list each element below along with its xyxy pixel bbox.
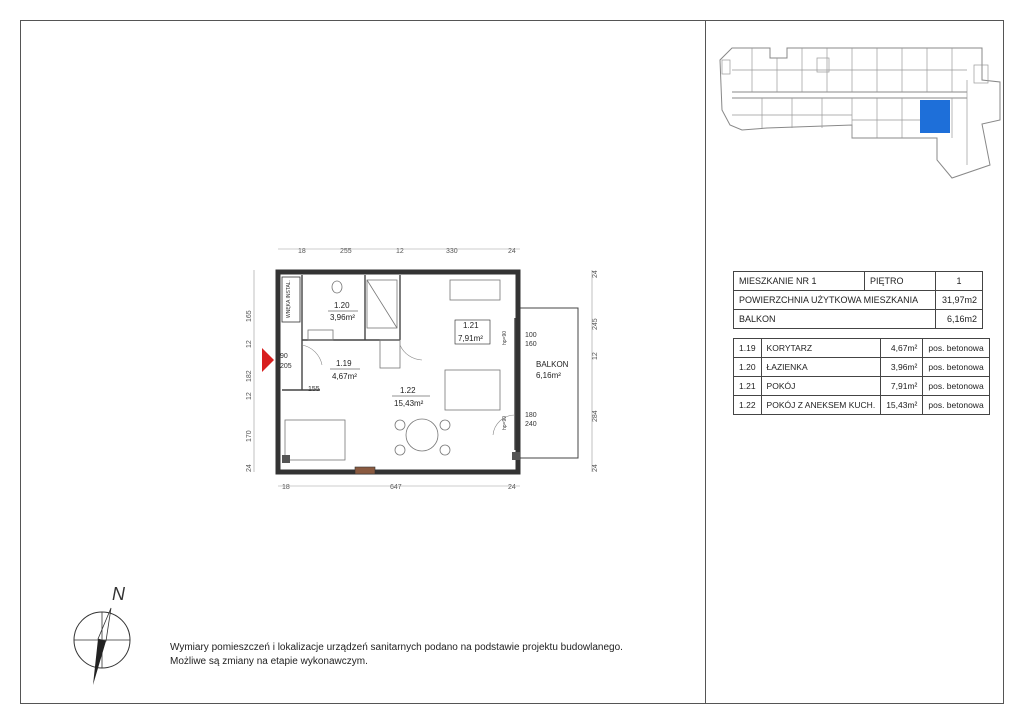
room-122-area: 15,43m² [394, 399, 424, 408]
dim-left-3: 182 [246, 370, 253, 382]
room-area: 3,96m² [881, 358, 923, 377]
room-119-id: 1.19 [336, 359, 352, 368]
room-area: 7,91m² [881, 377, 923, 396]
dim-top-4: 330 [446, 248, 458, 255]
room-name: ŁAZIENKA [761, 358, 881, 377]
room-name: POKÓJ Z ANEKSEM KUCH. [761, 396, 881, 415]
room-name: POKÓJ [761, 377, 881, 396]
table-row [734, 396, 990, 415]
note-line-1: Wymiary pomieszczeń i lokalizacje urządzeń sanitarnych podano na podstawie projektu budowlanego. [170, 642, 623, 653]
room-120-area: 3,96m² [330, 313, 355, 322]
entrance-arrow [262, 348, 274, 372]
dim-left-5: 170 [246, 430, 253, 442]
site-plan [712, 40, 1002, 185]
room-number: 1.21 [734, 377, 762, 396]
dim-right-1: 24 [592, 270, 599, 278]
misc-dim: 155 [308, 386, 320, 393]
dim-bottom-2: 647 [390, 484, 402, 491]
room-number: 1.22 [734, 396, 762, 415]
balcony-area [518, 308, 578, 458]
balcony-area-text: 6,16m² [536, 371, 561, 380]
room-121-area: 7,91m² [458, 334, 483, 343]
balcony-summary-label: BALKON [734, 310, 936, 329]
door-right-2a: 180 [525, 412, 537, 419]
room-number: 1.19 [734, 339, 762, 358]
hp-label-1: hp=90 [502, 330, 508, 345]
note-line-2: Możliwe są zmiany na etapie wykonawczym. [170, 656, 368, 667]
floor-plan [240, 240, 610, 500]
dim-left-2: 12 [246, 340, 253, 348]
usable-area-value: 31,97m2 [936, 291, 983, 310]
table-row [734, 339, 990, 358]
floor-label: PIĘTRO [865, 272, 936, 291]
disclaimer-note [170, 641, 623, 669]
hp-label-2: hp=90 [502, 415, 508, 430]
door-right-1a: 100 [525, 332, 537, 339]
room-floor: pos. betonowa [923, 396, 989, 415]
dim-bottom-1: 18 [282, 484, 290, 491]
compass-north-label: N [112, 584, 125, 604]
summary-row [734, 310, 983, 329]
room-floor: pos. betonowa [923, 358, 989, 377]
room-number: 1.20 [734, 358, 762, 377]
dim-top-3: 12 [396, 248, 404, 255]
room-floor: pos. betonowa [923, 339, 989, 358]
vertical-note: WNĘKA INSTAL. [286, 280, 292, 318]
room-120-id: 1.20 [334, 301, 350, 310]
highlighted-unit [920, 100, 950, 133]
dim-left-1: 165 [246, 310, 253, 322]
room-119-area: 4,67m² [332, 372, 357, 381]
frame-divider [705, 20, 706, 704]
dim-left-6: 24 [246, 464, 253, 472]
table-row [734, 358, 990, 377]
door-right-1b: 160 [525, 341, 537, 348]
door-left-2: 205 [280, 363, 292, 370]
table-row [734, 377, 990, 396]
apartment-summary-table [733, 271, 983, 329]
dim-right-2: 245 [592, 318, 599, 330]
room-area: 15,43m² [881, 396, 923, 415]
dim-right-4: 284 [592, 410, 599, 422]
room-floor: pos. betonowa [923, 377, 989, 396]
dim-top-2: 255 [340, 248, 352, 255]
room-name: KORYTARZ [761, 339, 881, 358]
room-121-id: 1.21 [463, 321, 479, 330]
summary-row [734, 272, 983, 291]
dim-top-5: 24 [508, 248, 516, 255]
apartment-number: MIESZKANIE NR 1 [734, 272, 865, 291]
door-left-1: 90 [280, 353, 288, 360]
dim-bottom-3: 24 [508, 484, 516, 491]
usable-area-label: POWIERZCHNIA UŻYTKOWA MIESZKANIA [734, 291, 936, 310]
dim-right-3: 12 [592, 352, 599, 360]
room-area: 4,67m² [881, 339, 923, 358]
rooms-table [733, 338, 990, 415]
door-right-2b: 240 [525, 421, 537, 428]
summary-row [734, 291, 983, 310]
dim-right-5: 24 [592, 464, 599, 472]
balcony-summary-value: 6,16m2 [936, 310, 983, 329]
dim-left-4: 12 [246, 392, 253, 400]
balcony-label: BALKON [536, 360, 569, 369]
compass-icon [62, 575, 142, 690]
dim-top-1: 18 [298, 248, 306, 255]
floor-value: 1 [936, 272, 983, 291]
room-122-id: 1.22 [400, 386, 416, 395]
